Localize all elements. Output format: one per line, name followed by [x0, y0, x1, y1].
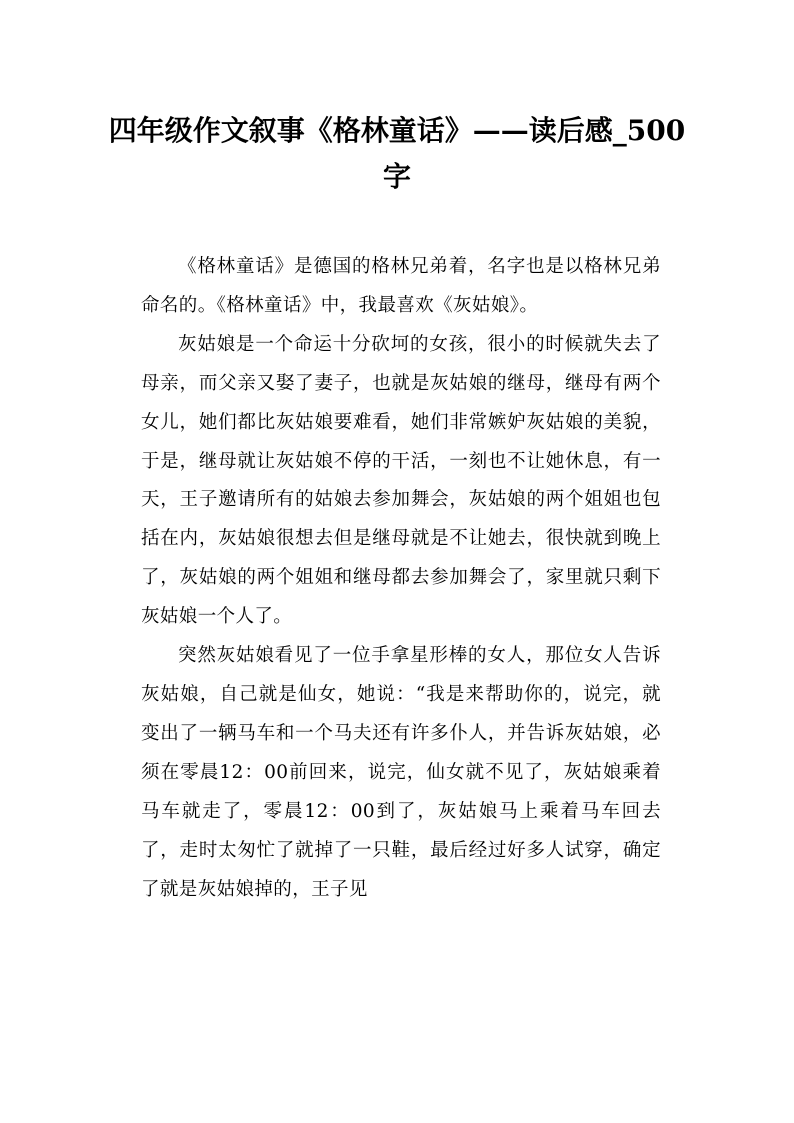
paragraph-story-beginning: 灰姑娘是一个命运十分砍坷的女孩，很小的时候就失去了母亲，而父亲又娶了妻子，也就是灰姑娘的继母，继母有两个女儿，她们都比灰姑娘要难看，她们非常嫉妒灰姑娘的美貌，于是，继母就让灰姑娘不停的干活，一刻也不让她休息，有一天，王子邀请所有的姑娘去参加舞会，灰姑娘的两个姐姐也包括在内，灰姑娘很想去但是继母就是不让她去，很快就到晚上了，灰姑娘的两个姐姐和继母都去参加舞会了，家里就只剩下灰姑娘一个人了。	[141, 333, 661, 628]
document-body	[141, 248, 661, 909]
paragraph-fairy: 突然灰姑娘看见了一位手拿星形棒的女人，那位女人告诉灰姑娘，自己就是仙女，她说：“我是来帮助你的，说完，就变出了一辆马车和一个马夫还有许多仆人，并告诉灰姑娘，必须在零晨12：00前回来，说完，仙女就不见了，灰姑娘乘着马车就走了，零晨12：00到了，灰姑娘马上乘着马车回去了，走时太匆忙了就掉了一只鞋，最后经过好多人试穿，确定了就是灰姑娘掉的，王子见	[141, 645, 661, 900]
document-title: 四年级作文叙事《格林童话》——读后感_500字	[108, 114, 686, 193]
paragraph-intro: 《格林童话》是德国的格林兄弟着，名字也是以格林兄弟命名的。《格林童话》中，我最喜欢《灰姑娘》。	[141, 256, 661, 316]
